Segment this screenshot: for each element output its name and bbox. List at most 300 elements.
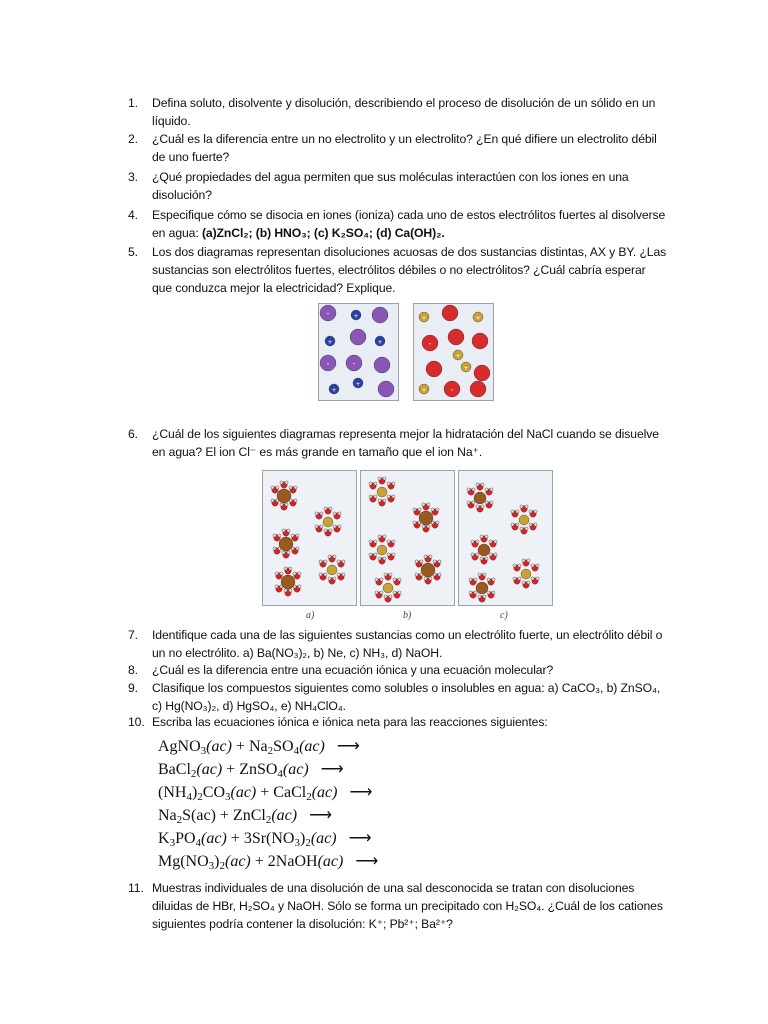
hydration-diagrams-figure [262, 470, 554, 625]
equation-2 [158, 761, 344, 783]
eq-paren: ) [191, 784, 198, 801]
eq-phase: (ac) [299, 738, 325, 755]
reaction-arrow-icon: ⟶ [355, 853, 379, 870]
eq-subscript: 2 [265, 814, 272, 826]
water-hydrogen-icon [487, 591, 490, 594]
eq-subscript: 4 [293, 745, 300, 757]
hydrated-ion-icon [421, 563, 435, 577]
equation-4 [158, 807, 332, 829]
water-hydrogen-icon [516, 510, 519, 513]
equation-3: $(NH_4)_2CO_3(ac)$ + CaCl$_2$(ac) ⟶ [158, 784, 373, 803]
water-hydrogen-icon [467, 501, 470, 504]
eq-reactant-2: Na [248, 738, 268, 755]
water-hydrogen-icon [289, 567, 292, 570]
water-hydrogen-icon [384, 573, 387, 576]
water-hydrogen-icon [282, 529, 285, 532]
water-hydrogen-icon [485, 501, 488, 504]
water-hydrogen-icon [271, 499, 274, 502]
ion-charge-icon: - [326, 359, 330, 368]
water-hydrogen-icon [342, 560, 345, 563]
ion-charge-icon: - [450, 385, 454, 394]
eq-reactant-1: K [158, 830, 170, 847]
water-hydrogen-icon [296, 547, 299, 550]
water-hydrogen-icon [398, 591, 401, 594]
water-hydrogen-icon [522, 559, 525, 562]
water-hydrogen-icon [527, 581, 530, 584]
question-1 [128, 94, 668, 130]
water-hydrogen-icon [433, 560, 436, 563]
water-hydrogen-icon [287, 551, 290, 554]
reaction-arrow-icon: ⟶ [309, 807, 333, 824]
water-hydrogen-icon [529, 510, 532, 513]
water-hydrogen-icon [384, 595, 387, 598]
water-hydrogen-icon [398, 578, 401, 581]
water-hydrogen-icon [284, 589, 287, 592]
eq-subscript: 3 [294, 837, 300, 849]
eq-reactant-2: CaCl [273, 784, 307, 801]
water-hydrogen-icon [294, 486, 297, 489]
water-hydrogen-icon [294, 499, 297, 502]
water-hydrogen-icon [511, 510, 514, 513]
water-hydrogen-icon [392, 482, 395, 485]
question-5 [128, 243, 668, 297]
anion-icon [372, 307, 388, 323]
question-text: Escriba las ecuaciones iónica e iónica neta para las reacciones siguientes: [152, 715, 548, 729]
water-hydrogen-icon [375, 591, 378, 594]
water-hydrogen-icon [489, 540, 492, 543]
caption-a: a) [306, 610, 315, 621]
water-hydrogen-icon [420, 560, 423, 563]
water-hydrogen-icon [490, 501, 493, 504]
question-10 [128, 713, 668, 731]
water-hydrogen-icon [374, 553, 377, 556]
water-hydrogen-icon [469, 578, 472, 581]
water-hydrogen-icon [393, 591, 396, 594]
water-hydrogen-icon [378, 557, 381, 560]
water-hydrogen-icon [487, 578, 490, 581]
water-hydrogen-icon [285, 503, 288, 506]
water-hydrogen-icon [392, 495, 395, 498]
water-hydrogen-icon [280, 481, 283, 484]
water-hydrogen-icon [476, 553, 479, 556]
water-hydrogen-icon [436, 521, 439, 524]
hydrated-ion-icon [474, 492, 486, 504]
water-hydrogen-icon [319, 560, 322, 563]
eq-reactant-1b: PO [175, 830, 196, 847]
water-hydrogen-icon [383, 535, 386, 538]
water-hydrogen-icon [474, 578, 477, 581]
hydrated-ion-icon [377, 545, 387, 555]
hydrated-ion-icon [281, 575, 295, 589]
water-hydrogen-icon [383, 499, 386, 502]
question-number: 9. [128, 681, 138, 695]
caption-c: c) [500, 610, 508, 621]
water-hydrogen-icon [383, 477, 386, 480]
water-hydrogen-icon [333, 512, 336, 515]
water-hydrogen-icon [424, 577, 427, 580]
eq-phase: S(ac) [182, 807, 216, 824]
water-hydrogen-icon [438, 573, 441, 576]
water-hydrogen-icon [273, 534, 276, 537]
water-hydrogen-icon [469, 591, 472, 594]
water-hydrogen-icon [387, 540, 390, 543]
water-hydrogen-icon [291, 534, 294, 537]
anion-icon [350, 329, 366, 345]
eq-phase: (ac) [311, 784, 338, 801]
water-hydrogen-icon [427, 525, 430, 528]
water-hydrogen-icon [422, 503, 425, 506]
reaction-arrow-icon: ⟶ [348, 830, 372, 847]
water-hydrogen-icon [438, 560, 441, 563]
eq-subscript: 4 [277, 768, 283, 780]
water-hydrogen-icon [485, 557, 488, 560]
water-hydrogen-icon [338, 525, 341, 528]
anion-icon [374, 357, 390, 373]
question-number: 1. [128, 96, 138, 110]
water-hydrogen-icon [378, 499, 381, 502]
water-hydrogen-icon [529, 523, 532, 526]
caption-b: b) [403, 610, 412, 621]
water-hydrogen-icon [374, 495, 377, 498]
water-hydrogen-icon [287, 529, 290, 532]
ion-charge-icon: + [455, 353, 461, 360]
water-hydrogen-icon [476, 505, 479, 508]
water-hydrogen-icon [369, 540, 372, 543]
question-4 [128, 206, 668, 242]
eq-reactant-2b: SO [273, 738, 294, 755]
water-hydrogen-icon [280, 572, 283, 575]
water-hydrogen-icon [513, 564, 516, 567]
water-hydrogen-icon [485, 535, 488, 538]
ion-charge-icon: + [421, 315, 427, 322]
question-text: Muestras individuales de una disolución de una sal desconocida se tratan con disoluciones diluidas de HBr, H₂SO₄ y NaOH. Sólo se forma un precipitado con H₂SO₄. ¿Cuál de los cationes siguientes podría contener la disolución: K⁺; Pb²⁺; Ba²⁺? [152, 881, 663, 931]
water-hydrogen-icon [333, 577, 336, 580]
water-hydrogen-icon [471, 540, 474, 543]
anion-icon [472, 333, 488, 349]
water-hydrogen-icon [389, 573, 392, 576]
anion-icon [426, 361, 442, 377]
water-hydrogen-icon [427, 503, 430, 506]
water-hydrogen-icon [315, 525, 318, 528]
water-hydrogen-icon [324, 529, 327, 532]
water-hydrogen-icon [298, 572, 301, 575]
water-hydrogen-icon [483, 595, 486, 598]
water-hydrogen-icon [320, 525, 323, 528]
water-hydrogen-icon [271, 486, 274, 489]
water-hydrogen-icon [436, 508, 439, 511]
water-hydrogen-icon [525, 505, 528, 508]
eq-reactant-1: Na [158, 807, 177, 824]
eq-reactant-2: ZnSO [239, 761, 278, 778]
eq-plus: + [219, 807, 229, 824]
ion-charge-icon: + [327, 339, 333, 346]
question-number: 6. [128, 427, 138, 441]
ion-charge-icon: + [377, 339, 383, 346]
question-number: 8. [128, 663, 138, 677]
water-hydrogen-icon [518, 564, 521, 567]
water-hydrogen-icon [387, 482, 390, 485]
reaction-arrow-icon: ⟶ [320, 761, 344, 778]
question-8 [128, 661, 668, 679]
reaction-arrow-icon: ⟶ [336, 738, 360, 755]
water-hydrogen-icon [296, 534, 299, 537]
water-hydrogen-icon [319, 573, 322, 576]
water-hydrogen-icon [413, 508, 416, 511]
hydrated-ion-icon [323, 517, 333, 527]
hydrated-ion-icon [478, 544, 490, 556]
question-text: Los dos diagramas representan disoluciones acuosas de dos sustancias distintas, AX y BY. ¿Las sustancias son electrólitos fuertes, electrólitos débiles o no electrólitos? ¿Cuál cabría esperar que conduzca mejor la electricidad? Explique. [152, 245, 667, 295]
ion-charge-icon: - [428, 339, 432, 348]
question-text [152, 206, 668, 242]
eq-phase: (ac) [271, 807, 298, 824]
water-hydrogen-icon [275, 585, 278, 588]
eq-reactant-2b: ) [299, 830, 306, 847]
water-hydrogen-icon [516, 523, 519, 526]
equation-5: $K_3PO_4(ac) + 3Sr(NO_3)_2(ac)$ ⟶ [158, 830, 372, 849]
question-9 [128, 679, 668, 715]
water-hydrogen-icon [520, 505, 523, 508]
water-hydrogen-icon [333, 525, 336, 528]
question-text: Identifique cada una de las siguientes sustancias como un electrólito fuerte, un electrólito débil o un no electrólito. a) Ba(NO₃)₂, b) Ne, c) NH₃, d) NaOH. [152, 628, 663, 660]
ion-diagrams-svg [318, 303, 494, 401]
water-hydrogen-icon [387, 553, 390, 556]
eq-subscript: 3 [200, 745, 207, 757]
eq-reactant-2: 2NaOH [267, 853, 318, 870]
water-hydrogen-icon [298, 585, 301, 588]
water-hydrogen-icon [511, 523, 514, 526]
question-text: Clasifique los compuestos siguientes como solubles o insolubles en agua: a) CaCO₃, b) ZnSO₄, c) Hg(NO₃)₂, d) HgSO₄, e) NH₄ClO₄. [152, 681, 661, 713]
hydrated-ion-icon [279, 537, 293, 551]
water-hydrogen-icon [422, 525, 425, 528]
water-hydrogen-icon [393, 578, 396, 581]
question-text-b: (a)ZnCl₂; (b) HNO₃; (c) K₂SO₄; (d) Ca(OH)₂. [201, 226, 445, 240]
water-hydrogen-icon [531, 577, 534, 580]
question-7 [128, 626, 668, 662]
water-hydrogen-icon [472, 488, 475, 491]
ion-charge-icon: + [353, 313, 359, 320]
question-6 [128, 425, 668, 461]
water-hydrogen-icon [415, 560, 418, 563]
ion-diagrams-figure [318, 303, 494, 401]
eq-plus: + [235, 738, 245, 755]
anion-icon [378, 381, 394, 397]
water-hydrogen-icon [494, 553, 497, 556]
water-hydrogen-icon [518, 577, 521, 580]
ion-charge-icon: - [326, 309, 330, 318]
eq-plus: + [226, 761, 236, 778]
water-hydrogen-icon [329, 507, 332, 510]
hydrated-ion-icon [277, 489, 291, 503]
eq-phase: (ac) [282, 761, 309, 778]
water-hydrogen-icon [525, 527, 528, 530]
water-hydrogen-icon [378, 477, 381, 480]
water-hydrogen-icon [324, 573, 327, 576]
water-hydrogen-icon [492, 578, 495, 581]
hydrated-ion-icon [476, 582, 488, 594]
water-hydrogen-icon [476, 483, 479, 486]
water-hydrogen-icon [289, 589, 292, 592]
water-hydrogen-icon [375, 578, 378, 581]
question-number: 10. [128, 715, 145, 729]
eq-subscript: 2 [190, 768, 197, 780]
water-hydrogen-icon [374, 482, 377, 485]
eq-subscript: 3 [169, 837, 176, 849]
water-hydrogen-icon [392, 540, 395, 543]
water-hydrogen-icon [478, 595, 481, 598]
water-hydrogen-icon [534, 510, 537, 513]
hydrated-ion-icon [377, 487, 387, 497]
water-hydrogen-icon [383, 557, 386, 560]
question-text: ¿Cuál es la diferencia entre una ecuación iónica y una ecuación molecular? [152, 663, 554, 677]
hydrated-ion-icon [383, 583, 393, 593]
question-number: 2. [128, 132, 138, 146]
eq-reactant-1: BaCl [158, 761, 191, 778]
ion-charge-icon: + [463, 365, 469, 372]
water-hydrogen-icon [492, 591, 495, 594]
eq-reactant-2: ZnCl [232, 807, 266, 824]
water-hydrogen-icon [467, 488, 470, 491]
question-text: ¿Qué propiedades del agua permiten que sus moléculas interactúen con los iones en una disolución? [152, 170, 629, 202]
eq-plus: + [254, 853, 264, 870]
water-hydrogen-icon [431, 508, 434, 511]
water-hydrogen-icon [480, 557, 483, 560]
water-hydrogen-icon [276, 486, 279, 489]
water-hydrogen-icon [513, 577, 516, 580]
reaction-arrow-icon: ⟶ [349, 784, 373, 801]
eq-phase: (ac) [196, 761, 223, 778]
ion-charge-icon: - [352, 359, 356, 368]
eq-reactant-1: Mg(NO [158, 853, 209, 870]
eq-subscript: 4 [186, 791, 192, 803]
water-hydrogen-icon [280, 503, 283, 506]
water-hydrogen-icon [328, 555, 331, 558]
anion-icon [442, 305, 458, 321]
water-hydrogen-icon [478, 573, 481, 576]
water-hydrogen-icon [342, 573, 345, 576]
water-hydrogen-icon [424, 555, 427, 558]
question-text-a: Especifique cómo se disocia en iones (ioniza) cada uno de estos electrólitos fuertes al disolverse en agua: [152, 208, 666, 240]
question-11 [128, 879, 668, 933]
question-number: 7. [128, 628, 138, 642]
water-hydrogen-icon [480, 535, 483, 538]
water-hydrogen-icon [289, 486, 292, 489]
hydrated-ion-icon [327, 565, 337, 575]
water-hydrogen-icon [324, 507, 327, 510]
question-text: ¿Cuál es la diferencia entre un no electrolito y un electrolito? ¿En qué difiere un electrolito débil de uno fuerte? [152, 132, 657, 164]
water-hydrogen-icon [275, 572, 278, 575]
eq-subscript: 2 [267, 745, 274, 757]
water-hydrogen-icon [293, 572, 296, 575]
question-text: Defina soluto, disolvente y disolución, describiendo el proceso de disolución de un sólido en un líquido. [152, 96, 656, 128]
water-hydrogen-icon [337, 560, 340, 563]
hydration-diagrams-svg [262, 470, 554, 606]
water-hydrogen-icon [476, 540, 479, 543]
water-hydrogen-icon [413, 521, 416, 524]
hydrated-ion-icon [519, 515, 529, 525]
water-hydrogen-icon [474, 591, 477, 594]
water-hydrogen-icon [392, 553, 395, 556]
water-hydrogen-icon [338, 512, 341, 515]
eq-phase: (ac) [317, 853, 344, 870]
water-hydrogen-icon [418, 508, 421, 511]
water-hydrogen-icon [485, 488, 488, 491]
water-hydrogen-icon [369, 553, 372, 556]
equation-1 [158, 738, 360, 760]
ion-charge-icon: + [331, 387, 337, 394]
water-hydrogen-icon [329, 529, 332, 532]
ion-charge-icon: + [421, 387, 427, 394]
question-2 [128, 130, 668, 166]
water-hydrogen-icon [415, 573, 418, 576]
anion-icon [474, 365, 490, 381]
water-hydrogen-icon [315, 512, 318, 515]
water-hydrogen-icon [389, 595, 392, 598]
question-text: ¿Cuál de los siguientes diagramas representa mejor la hidratación del NaCl cuando se disuelve en agua? El ion Cl⁻ es más grande en tamaño que el ion Na⁺. [152, 427, 659, 459]
water-hydrogen-icon [536, 577, 539, 580]
water-hydrogen-icon [285, 481, 288, 484]
water-hydrogen-icon [380, 578, 383, 581]
water-hydrogen-icon [378, 535, 381, 538]
water-hydrogen-icon [282, 551, 285, 554]
water-hydrogen-icon [284, 567, 287, 570]
water-hydrogen-icon [490, 488, 493, 491]
water-hydrogen-icon [320, 512, 323, 515]
anion-icon [470, 381, 486, 397]
water-hydrogen-icon [273, 547, 276, 550]
eq-plus: + [230, 830, 240, 847]
hydrated-ion-icon [521, 569, 531, 579]
eq-subscript: 2 [306, 791, 312, 803]
water-hydrogen-icon [471, 553, 474, 556]
water-hydrogen-icon [483, 573, 486, 576]
water-hydrogen-icon [536, 564, 539, 567]
question-number: 4. [128, 208, 138, 222]
eq-reactant-1: (NH [158, 784, 187, 801]
water-hydrogen-icon [472, 501, 475, 504]
eq-phase: (ac) [310, 830, 337, 847]
ion-charge-icon: + [475, 315, 481, 322]
eq-plus: + [260, 784, 270, 801]
water-hydrogen-icon [534, 523, 537, 526]
water-hydrogen-icon [481, 483, 484, 486]
eq-phase: (ac) [206, 738, 232, 755]
anion-icon [448, 329, 464, 345]
water-hydrogen-icon [494, 540, 497, 543]
water-hydrogen-icon [531, 564, 534, 567]
hydrated-ion-icon [419, 511, 433, 525]
water-hydrogen-icon [481, 505, 484, 508]
water-hydrogen-icon [522, 581, 525, 584]
eq-subscript: 3 [208, 860, 215, 872]
question-number: 3. [128, 170, 138, 184]
water-hydrogen-icon [380, 591, 383, 594]
water-hydrogen-icon [527, 559, 530, 562]
water-hydrogen-icon [337, 573, 340, 576]
water-hydrogen-icon [489, 553, 492, 556]
water-hydrogen-icon [387, 495, 390, 498]
water-hydrogen-icon [429, 555, 432, 558]
eq-subscript: 2 [176, 814, 183, 826]
water-hydrogen-icon [429, 577, 432, 580]
eq-reactant-1: AgNO [158, 738, 201, 755]
question-3 [128, 168, 668, 204]
water-hydrogen-icon [324, 560, 327, 563]
water-hydrogen-icon [369, 495, 372, 498]
water-hydrogen-icon [374, 540, 377, 543]
equation-6: $Mg(NO_3)_2(ac)$ + 2NaOH(ac) ⟶ [158, 853, 379, 872]
water-hydrogen-icon [328, 577, 331, 580]
water-hydrogen-icon [520, 527, 523, 530]
